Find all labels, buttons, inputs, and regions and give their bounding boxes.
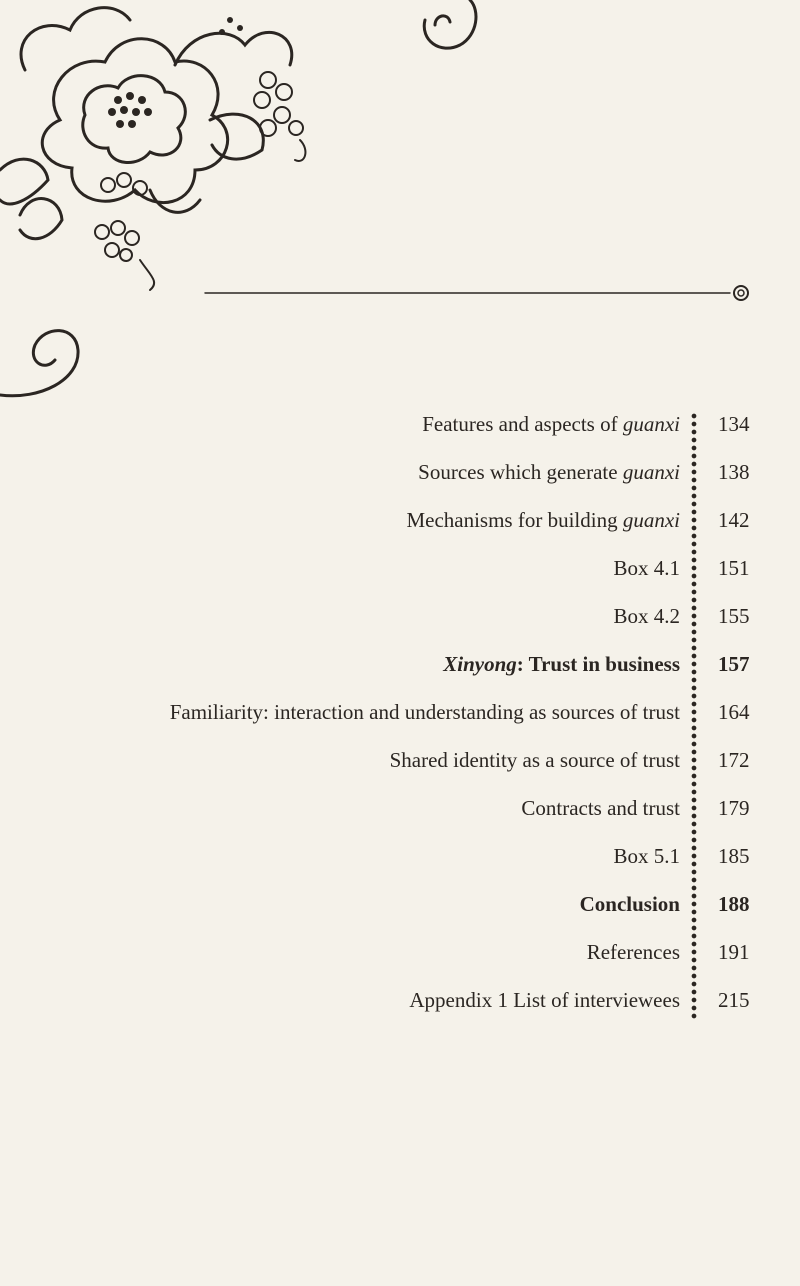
toc-entry-page: 172: [718, 748, 750, 772]
toc-entry-title: Familiarity: interaction and understanding as sources of trust: [169, 700, 680, 724]
toc-entry-title: Shared identity as a source of trust: [389, 748, 680, 772]
toc-entry-title: References: [586, 940, 680, 964]
toc-entry-title: Features and aspects of guanxi: [422, 412, 680, 436]
floral-ornament: [0, 0, 800, 420]
toc-entry-page: 191: [718, 940, 750, 964]
toc-chapter-entry[interactable]: [0, 880, 800, 928]
toc-entry[interactable]: [0, 448, 800, 496]
toc-entry-title: Box 4.1: [613, 556, 680, 580]
toc-entry-title: Box 4.2: [613, 604, 680, 628]
toc-entry[interactable]: [0, 496, 800, 544]
peony-flower-icon: [0, 8, 292, 239]
toc-entry-title: Mechanisms for building guanxi: [406, 508, 680, 532]
toc-entry-title: Box 5.1: [613, 844, 680, 868]
toc-entry-page: 142: [718, 508, 750, 532]
toc-entry-page: 164: [718, 700, 750, 724]
toc-entry-title: Contracts and trust: [521, 796, 680, 820]
toc-chapter-entry[interactable]: [0, 640, 800, 688]
dotted-separator: [691, 412, 697, 1020]
toc-entry-page: 134: [718, 412, 750, 436]
toc-entry-title: Xinyong: Trust in business: [443, 652, 680, 676]
toc-entry-title: Conclusion: [579, 892, 680, 916]
toc-entry[interactable]: [0, 784, 800, 832]
toc-entry-title: Sources which generate guanxi: [418, 460, 680, 484]
toc-entry-page: 138: [718, 460, 750, 484]
toc-entry[interactable]: [0, 400, 800, 448]
toc-entry-page: 185: [718, 844, 750, 868]
toc-entry-page: 215: [718, 988, 750, 1012]
toc-entry-page: 155: [718, 604, 750, 628]
toc-entry-page: 179: [718, 796, 750, 820]
toc-entry[interactable]: [0, 928, 800, 976]
toc-entry[interactable]: [0, 592, 800, 640]
toc-entry[interactable]: [0, 832, 800, 880]
toc-entry[interactable]: [0, 736, 800, 784]
toc-entry-page: 151: [718, 556, 750, 580]
toc-entry-page: 157: [718, 652, 750, 676]
toc-entry[interactable]: [0, 688, 800, 736]
toc-entry[interactable]: [0, 544, 800, 592]
toc-entry-page: 188: [718, 892, 750, 916]
toc-entry[interactable]: [0, 976, 800, 1024]
toc-entry-title: Appendix 1 List of interviewees: [409, 988, 680, 1012]
